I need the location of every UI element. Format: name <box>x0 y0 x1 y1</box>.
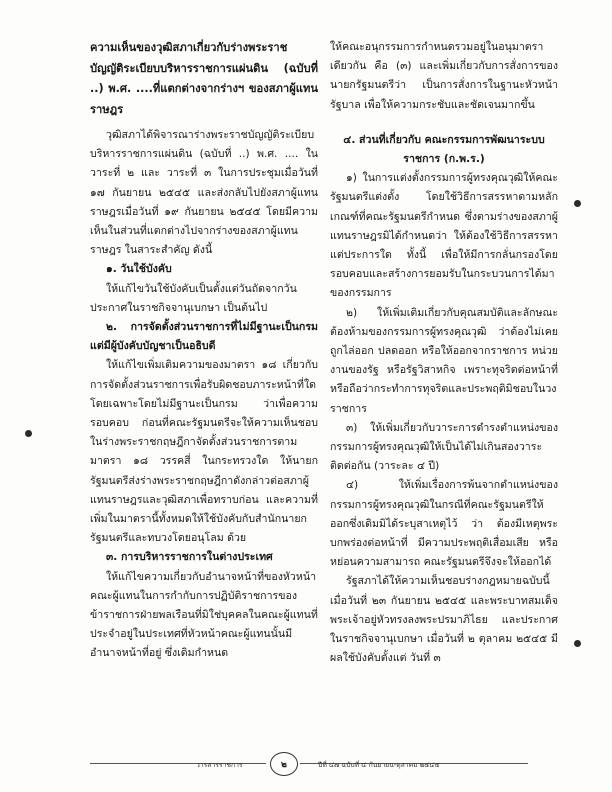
left-column <box>90 38 318 664</box>
item-4-paragraph: ๔) ให้เพิ่มเรื่องการพ้นจากตำแหน่งของกรรมการผู้ทรงคุณวุฒิในกรณีที่คณะรัฐมนตรีให้ออกซึ่งเดิมมิได้ระบุสาเหตุไว้ ว่า ต้องมีเหตุพระบกพร่องต่อหน้าที่ มีความประพฤติเสื่อมเสีย หรือหย่อนความสามารถ คณะรัฐมนตรีจึงจะให้ออกได้ <box>330 479 558 569</box>
section-2-text: ให้แก้ไขเพิ่มเติมความของมาตรา ๑๘ เกี่ยวกับการจัดตั้งส่วนราชการเพื่อรับผิดชอบภาระหน้าที่ใดโดยเฉพาะโดยไม่มีฐานะเป็นกรม ว่าเพื่อความรอบคอบ ก่อนที่คณะรัฐมนตรีจะให้ความเห็นชอบในร่างพระราชกฤษฎีกาจัดตั้งส่วนราชการตามมาตรา ๑๘ วรรคสี่ ในกระทรวงใด ให้นายกรัฐมนตรีส่งร่างพระราชกฤษฎีกาดังกล่าวต่อสภาผู้แทนราษฎรและวุฒิสภาเพื่อทราบก่อน และความที่เพิ่มในมาตรานี้ทั้งหมดให้ใช้บังคับกับสำนักนายกรัฐมนตรีและทบวงโดยอนุโลม ด้วย <box>90 359 318 545</box>
issue-info: ปีที่ ๔๗ ฉบับที่ ๔ กันยายน-ตุลาคม ๒๕๔๕ <box>318 761 440 769</box>
journal-name: วารสารราชการ <box>196 761 243 769</box>
enactment-paragraph: รัฐสภาได้ให้ความเห็นชอบร่างกฎหมายฉบับนี้ เมื่อวันที่ ๒๓ กันยายน ๒๕๔๕ และพระบาทสมเด็จพระเจ้าอยู่หัวทรงลงพระปรมาภิไธย และประกาศในราชกิจจานุเบกษา เมื่อวันที่ ๒ ตุลาคม ๒๕๔๕ มีผลใช้บังคับตั้งแต่ วันที่ ๓ <box>330 575 558 665</box>
section-2-heading: ๒. การจัดตั้งส่วนราชการที่ไม่มีฐานะเป็นกรมแต่มีผู้บังคับบัญชาเป็นอธิบดี <box>90 321 318 353</box>
right-column <box>330 38 558 669</box>
section-1-heading: ๑. วันใช้บังคับ <box>106 263 172 276</box>
section-3-heading: ๓. การบริหารราชการในต่างประเทศ <box>106 551 273 564</box>
page-footer <box>0 752 612 782</box>
section-3-text: ให้แก้ไขความเกี่ยวกับอำนาจหน้าที่ของหัวหน้าคณะผู้แทนในการกำกับการปฏิบัติราชการของข้าราชการฝ่ายพลเรือนที่มิใช่บุคคลในคณะผู้แทนที่ประจำอยู่ในประเทศที่หัวหน้าคณะผู้แทนนั้นมีอำนาจหน้าที่อยู่ ซึ่งเดิมกำหนด <box>90 570 318 660</box>
item-2-paragraph: ๒) ให้เพิ่มเติมเกี่ยวกับคุณสมบัติและลักษณะต้องห้ามของกรรมการผู้ทรงคุณวุฒิ ว่าต้องไม่เคยถูกไล่ออก ปลดออก หรือให้ออกจากราชการ หน่วยงานของรัฐ หรือรัฐวิสาหกิจ เพราะทุจริตต่อหน้าที่ หรือถือว่ากระทำการทุจริตและประพฤติมิชอบในวงราชการ <box>330 306 558 415</box>
item-3-paragraph: ๓) ให้เพิ่มเกี่ยวกับวาระการดำรงตำแหน่งของกรรมการผู้ทรงคุณวุฒิให้เป็นได้ไม่เกินสองวาระติดต่อกัน (วาระละ ๔ ปี) <box>330 421 558 473</box>
binding-hole-right-top <box>574 200 581 207</box>
item-1-paragraph: ๑) ในการแต่งตั้งกรรมการผู้ทรงคุณวุฒิให้คณะรัฐมนตรีแต่งตั้ง โดยใช้วิธีการสรรหาตามหลักเกณฑ์ที่คณะรัฐมนตรีกำหนด ซึ่งตามร่างของสภาผู้แทนราษฎรมิได้กำหนดว่า ให้ต้องใช้วิธีการสรรหาแต่ประการใด ทั้งนี้ เพื่อให้มีการกลั่นกรองโดยรอบคอบและสร้างการยอมรับในกระบวนการได้มาของกรรมการ <box>330 172 558 300</box>
section-1-text: ให้แก้ไขวันใช้บังคับเป็นตั้งแต่วันถัดจากวันประกาศในราชกิจจานุเบกษา เป็นต้นไป <box>90 282 297 314</box>
continued-paragraph: ให้คณะอนุกรรมการกำหนดรวมอยู่ในอนุมาตราเดียวกัน คือ (๓) และเพิ่มเกี่ยวกับการสั่งการของนายกรัฐมนตรีว่า เป็นการสั่งการในฐานะหัวหน้ารัฐบาล เพื่อให้ความกระชับและชัดเจนมากขึ้น <box>330 41 558 111</box>
binding-hole-left <box>25 430 32 437</box>
intro-paragraph: วุฒิสภาได้พิจารณาร่างพระราชบัญญัติระเบียบบริหารราชการแผ่นดิน (ฉบับที่ ..) พ.ศ. .... ในวาระที่ ๒ และ วาระที่ ๓ ในการประชุมเมื่อวันที่ ๑๗ กันยายน ๒๕๔๕ และส่งกลับไปยังสภาผู้แทนราษฎรเมื่อวันที่ ๑๙ กันยายน ๒๕๔๕ โดยมีความเห็นในส่วนที่แตกต่างไปจากร่างของสภาผู้แทนราษฎร ในสาระสำคัญ ดังนี้ <box>90 129 318 257</box>
section-4-heading: ๔. ส่วนที่เกี่ยวกับ คณะกรรมการพัฒนาระบบราชการ (ก.พ.ร.) <box>343 133 545 166</box>
page-number: ๒ <box>270 752 298 776</box>
binding-hole-right-bottom <box>574 640 581 647</box>
article-title: ความเห็นของวุฒิสภาเกี่ยวกับร่างพระราชบัญญัติระเบียบบริหารราชการแผ่นดิน (ฉบับที่ ..) พ.ศ. ....ที่แตกต่างจากร่างฯ ของสภาผู้แทนราษฎร <box>90 41 318 116</box>
